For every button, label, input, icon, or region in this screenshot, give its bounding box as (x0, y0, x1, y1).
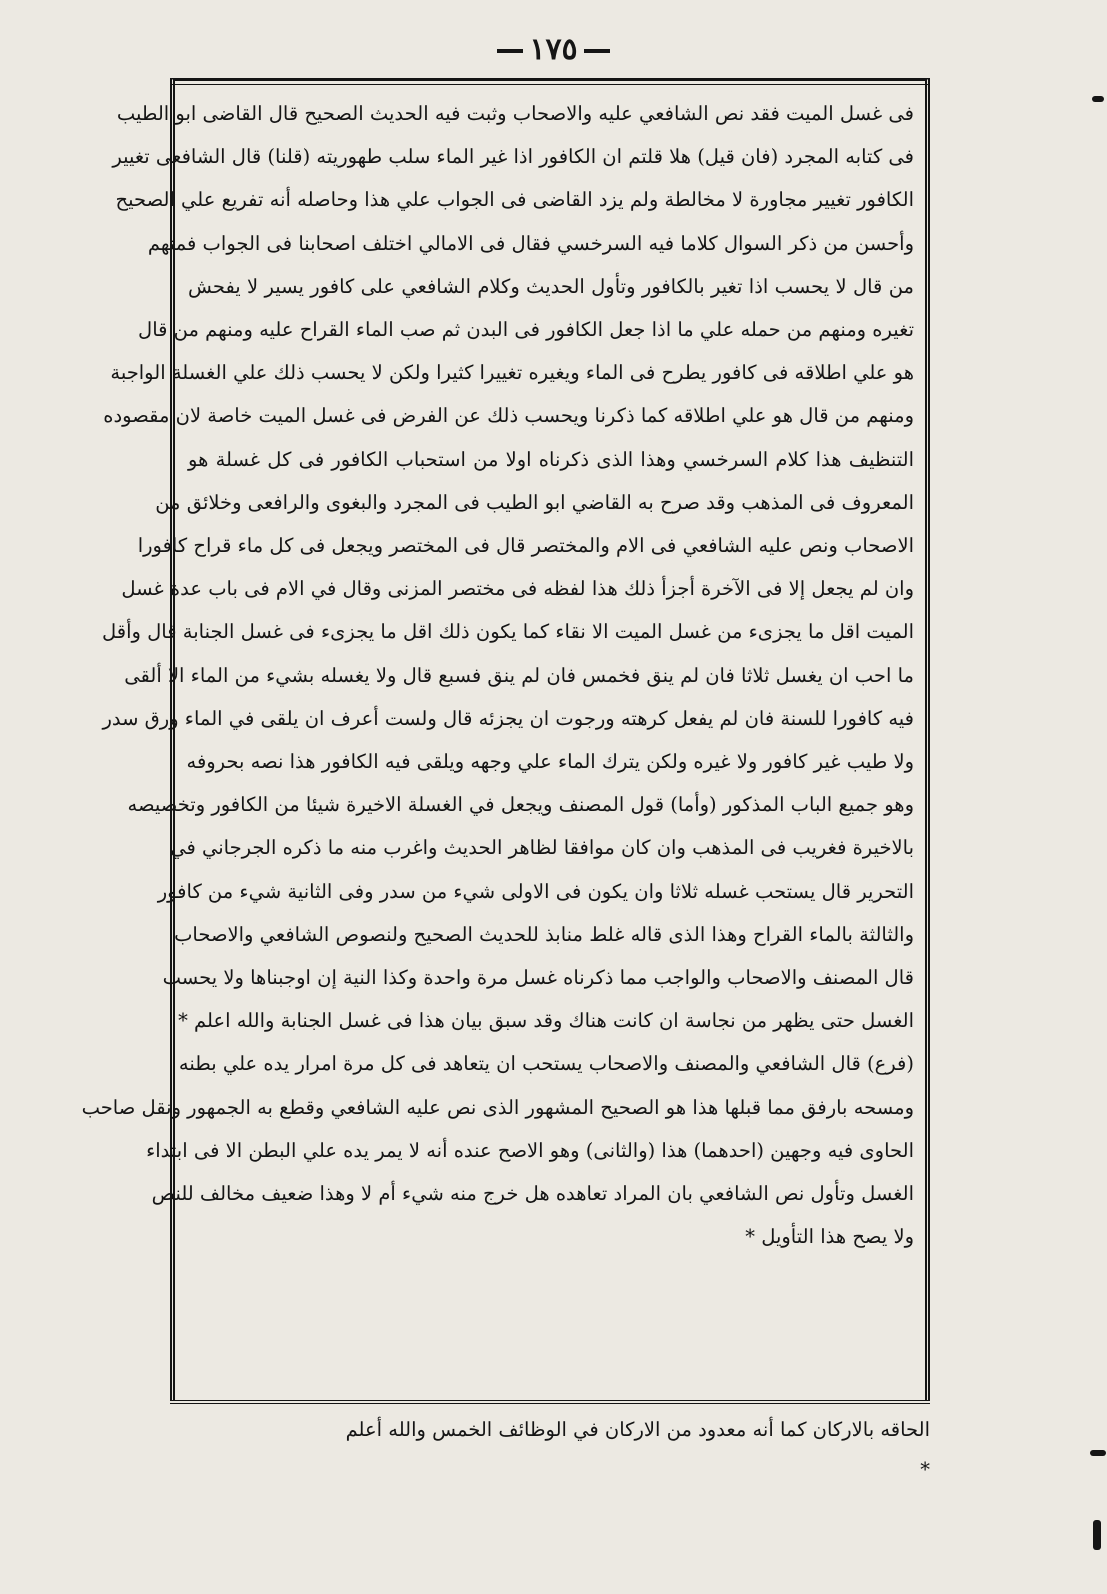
scan-edge-mark (1093, 1520, 1101, 1550)
text-line: وهو جميع الباب المذكور (وأما) قول المصنف ويجعل في الغسلة الاخيرة شيئا من الكافور وتخصيصه (127, 793, 914, 817)
text-line: الكافور تغيير مجاورة لا مخالطة ولم يزد القاضى فى الجواب علي هذا وحاصله أنه تفريع علي الصحيح (115, 188, 914, 212)
text-line: الاصحاب ونص عليه الشافعي فى الام والمختصر قال فى المختصر ويجعل فى كل ماء قراح كافورا (137, 534, 914, 558)
footnote: الحاقه بالاركان كما أنه معدود من الاركان في الوظائف الخمس والله أعلم * (345, 1418, 930, 1481)
text-line: فيه كافورا للسنة فان لم يفعل كرهته ورجوت ان يجزئه قال ولست أعرف ان يلقى في الماء ورق سدر (102, 706, 914, 730)
text-line: تغيره ومنهم من حمله علي ما اذا جعل الكافور فى البدن ثم صب الماء القراح عليه ومنهم من قال (138, 318, 914, 342)
text-line: وان لم يجعل إلا فى الآخرة أجزأ ذلك هذا لفظه فى مختصر المزنى وقال في الام فى باب عدة غسل (121, 577, 914, 601)
page-number-dash-left (497, 49, 523, 53)
text-line: ما احب ان يغسل ثلاثا فان لم ينق فخمس فان لم ينق فسبع قال ولا يغسله بشيء من الماء الا ألقى (124, 663, 914, 687)
text-line: المعروف فى المذهب وقد صرح به القاضي ابو الطيب فى المجرد والبغوى والرافعى وخلائق من (155, 490, 914, 514)
text-line: الغسل وتأول نص الشافعي بان المراد تعاهده هل خرج منه شيء أم لا وهذا ضعيف مخالف للنص (151, 1182, 914, 1206)
text-line: ومسحه بارفق مما قبلها هذا هو الصحيح المشهور الذى نص عليه الشافعي وقطع به الجمهور ونقل صاحب (81, 1095, 914, 1119)
scan-edge-mark (1092, 96, 1104, 102)
text-line: فى كتابه المجرد (فان قيل) هلا قلتم ان الكافور اذا غير الماء سلب طهوريته (قلنا) قال الشافعى تغيير (112, 145, 914, 169)
text-line: وأحسن من ذكر السوال كلاما فيه السرخسي فقال فى الامالي اختلف اصحابنا فى الجواب فمنهم (147, 231, 914, 255)
footnote-divider (170, 1400, 930, 1404)
page-number (0, 32, 1107, 67)
text-line: ومنهم من قال هو علي اطلاقه كما ذكرنا ويحسب ذلك عن الفرض فى غسل الميت خاصة لان مقصوده (103, 404, 914, 428)
text-line: والثالثة بالماء القراح وهذا الذى قاله غلط منابذ للحديث الصحيح ولنصوص الشافعي والاصحاب (174, 922, 914, 946)
text-line: هو علي اطلاقه فى كافور يطرح فى الماء ويغيره تغييرا كثيرا ولكن لا يحسب ذلك علي الغسلة الواجبة (110, 361, 914, 385)
text-line: من قال لا يحسب اذا تغير بالكافور وتأول الحديث وكلام الشافعي على كافور يسير لا يفحش (188, 274, 914, 298)
text-line: ولا طيب غير كافور ولا غيره ولكن يترك الماء علي وجهه ويلقى فيه الكافور هذا نصه بحروفه (186, 750, 914, 774)
text-line: الحاوى فيه وجهين (احدهما) هذا (والثانى) وهو الاصح عنده أنه لا يمر يده علي البطن الا فى ابتداء (146, 1138, 914, 1162)
text-line: (فرع) قال الشافعي والمصنف والاصحاب يستحب ان يتعاهد فى كل مرة امرار يده علي بطنه (178, 1052, 914, 1076)
main-text-block (81, 92, 914, 1258)
text-line: الغسل حتى يظهر من نجاسة ان كانت هناك وقد سبق بيان هذا فى غسل الجنابة والله اعلم * (178, 1009, 914, 1033)
text-line: التنظيف هذا كلام السرخسي وهذا الذى ذكرناه اولا من استحباب الكافور فى كل غسلة هو (188, 447, 914, 471)
text-line: التحرير قال يستحب غسله ثلاثا وان يكون فى الاولى شيء من سدر وفى الثانية شيء من كافور (157, 879, 914, 903)
text-line: فى غسل الميت فقد نص الشافعي عليه والاصحاب وثبت فيه الحديث الصحيح قال القاضى ابو الطيب (116, 102, 914, 125)
page-number-dash-right (584, 49, 610, 53)
text-line: قال المصنف والاصحاب والواجب مما ذكرناه غسل مرة واحدة وكذا النية إن اوجبناها ولا يحسب (162, 966, 914, 990)
text-line: ولا يصح هذا التأويل * (745, 1225, 914, 1249)
text-line: الميت اقل ما يجزىء من غسل الميت الا نقاء كما يكون ذلك اقل ما يجزىء فى غسل الجنابة قال وأقل (102, 620, 914, 644)
scan-edge-mark (1090, 1450, 1106, 1456)
frame-top-rule (170, 84, 930, 85)
text-line: بالاخيرة فغريب فى المذهب وان كان موافقا لظاهر الحديث واغرب منه ما ذكره الجرجاني في (170, 836, 914, 860)
page-number-text: ١٧٥ (529, 32, 578, 67)
